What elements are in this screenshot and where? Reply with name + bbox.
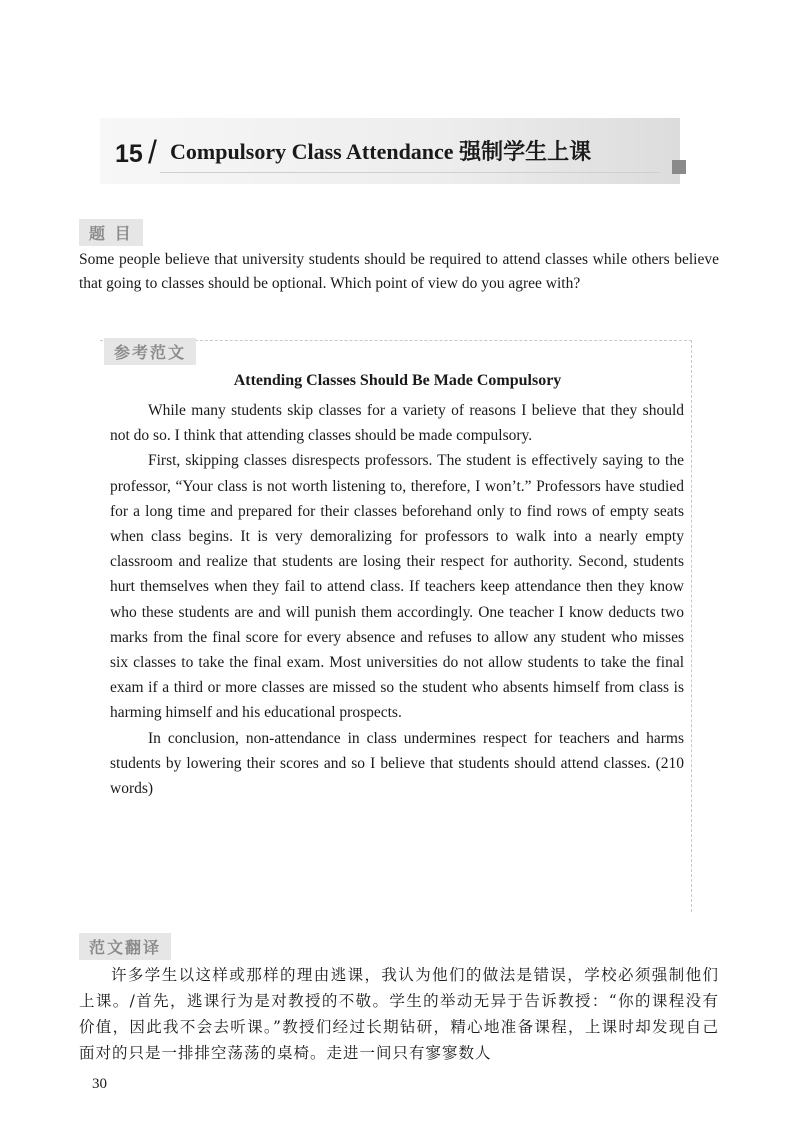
essay-paragraph: First, skipping classes disrespects professors. The student is effectively saying to the professor, “Your class is not worth listening to, therefore, I won’t.” Professors have studied for a long time and prepared for their classes beforehand only to find rows of empty seats when class begins. It is very demoralizing for professors to walk into a nearly empty classroom and realize that students are losing their respect for authority. Second, students hurt themselves when they fail to attend class. If teachers keep attendance then they know who these students are and will punish them accordingly. One teacher I know deducts two marks from the final score for every absence and refuses to allow any student who misses six classes to take the final exam. Most universities do not allow students to take the final exam if a third or more classes are missed so the student who absents himself from class is harming himself and his educational prospects. (110, 452, 684, 722)
sample-essay-label: 参考范文 (104, 338, 196, 365)
essay-title: Attending Classes Should Be Made Compulsory (233, 372, 562, 389)
translation-label: 范文翻译 (79, 933, 171, 960)
chapter-title: Compulsory Class Attendance 强制学生上课 (170, 139, 592, 164)
essay-paragraph: While many students skip classes for a variety of reasons I believe that they should not do so. I think that attending classes should be made compulsory. (110, 402, 684, 445)
translation-body (79, 962, 719, 1066)
chapter-number: 15 (115, 140, 143, 168)
topic-label: 题 目 (79, 219, 143, 246)
topic-prompt: Some people believe that university students should be required to attend classes while others believe that going to classes should be optional. Which point of view do you agree with? (79, 251, 719, 292)
translation-paragraph: 许多学生以这样或那样的理由逃课，我认为他们的做法是错误，学校必须强制他们上课。/首先，逃课行为是对教授的不敬。学生的举动无异于告诉教授：“你的课程没有价值，因此我不会去听课。”教授们经过长期钻研，精心地准备课程，上课时却发现自己面对的只是一排排空荡荡的桌椅。走进一间只有寥寥数人 (79, 966, 719, 1062)
chapter-slash: / (148, 134, 157, 170)
page-number: 30 (92, 1076, 107, 1092)
essay-body (110, 398, 684, 801)
essay-paragraph: In conclusion, non-attendance in class undermines respect for teachers and harms students by lowering their scores and so I believe that students should attend classes. (210 words) (110, 729, 684, 798)
header-decoration (672, 160, 686, 174)
